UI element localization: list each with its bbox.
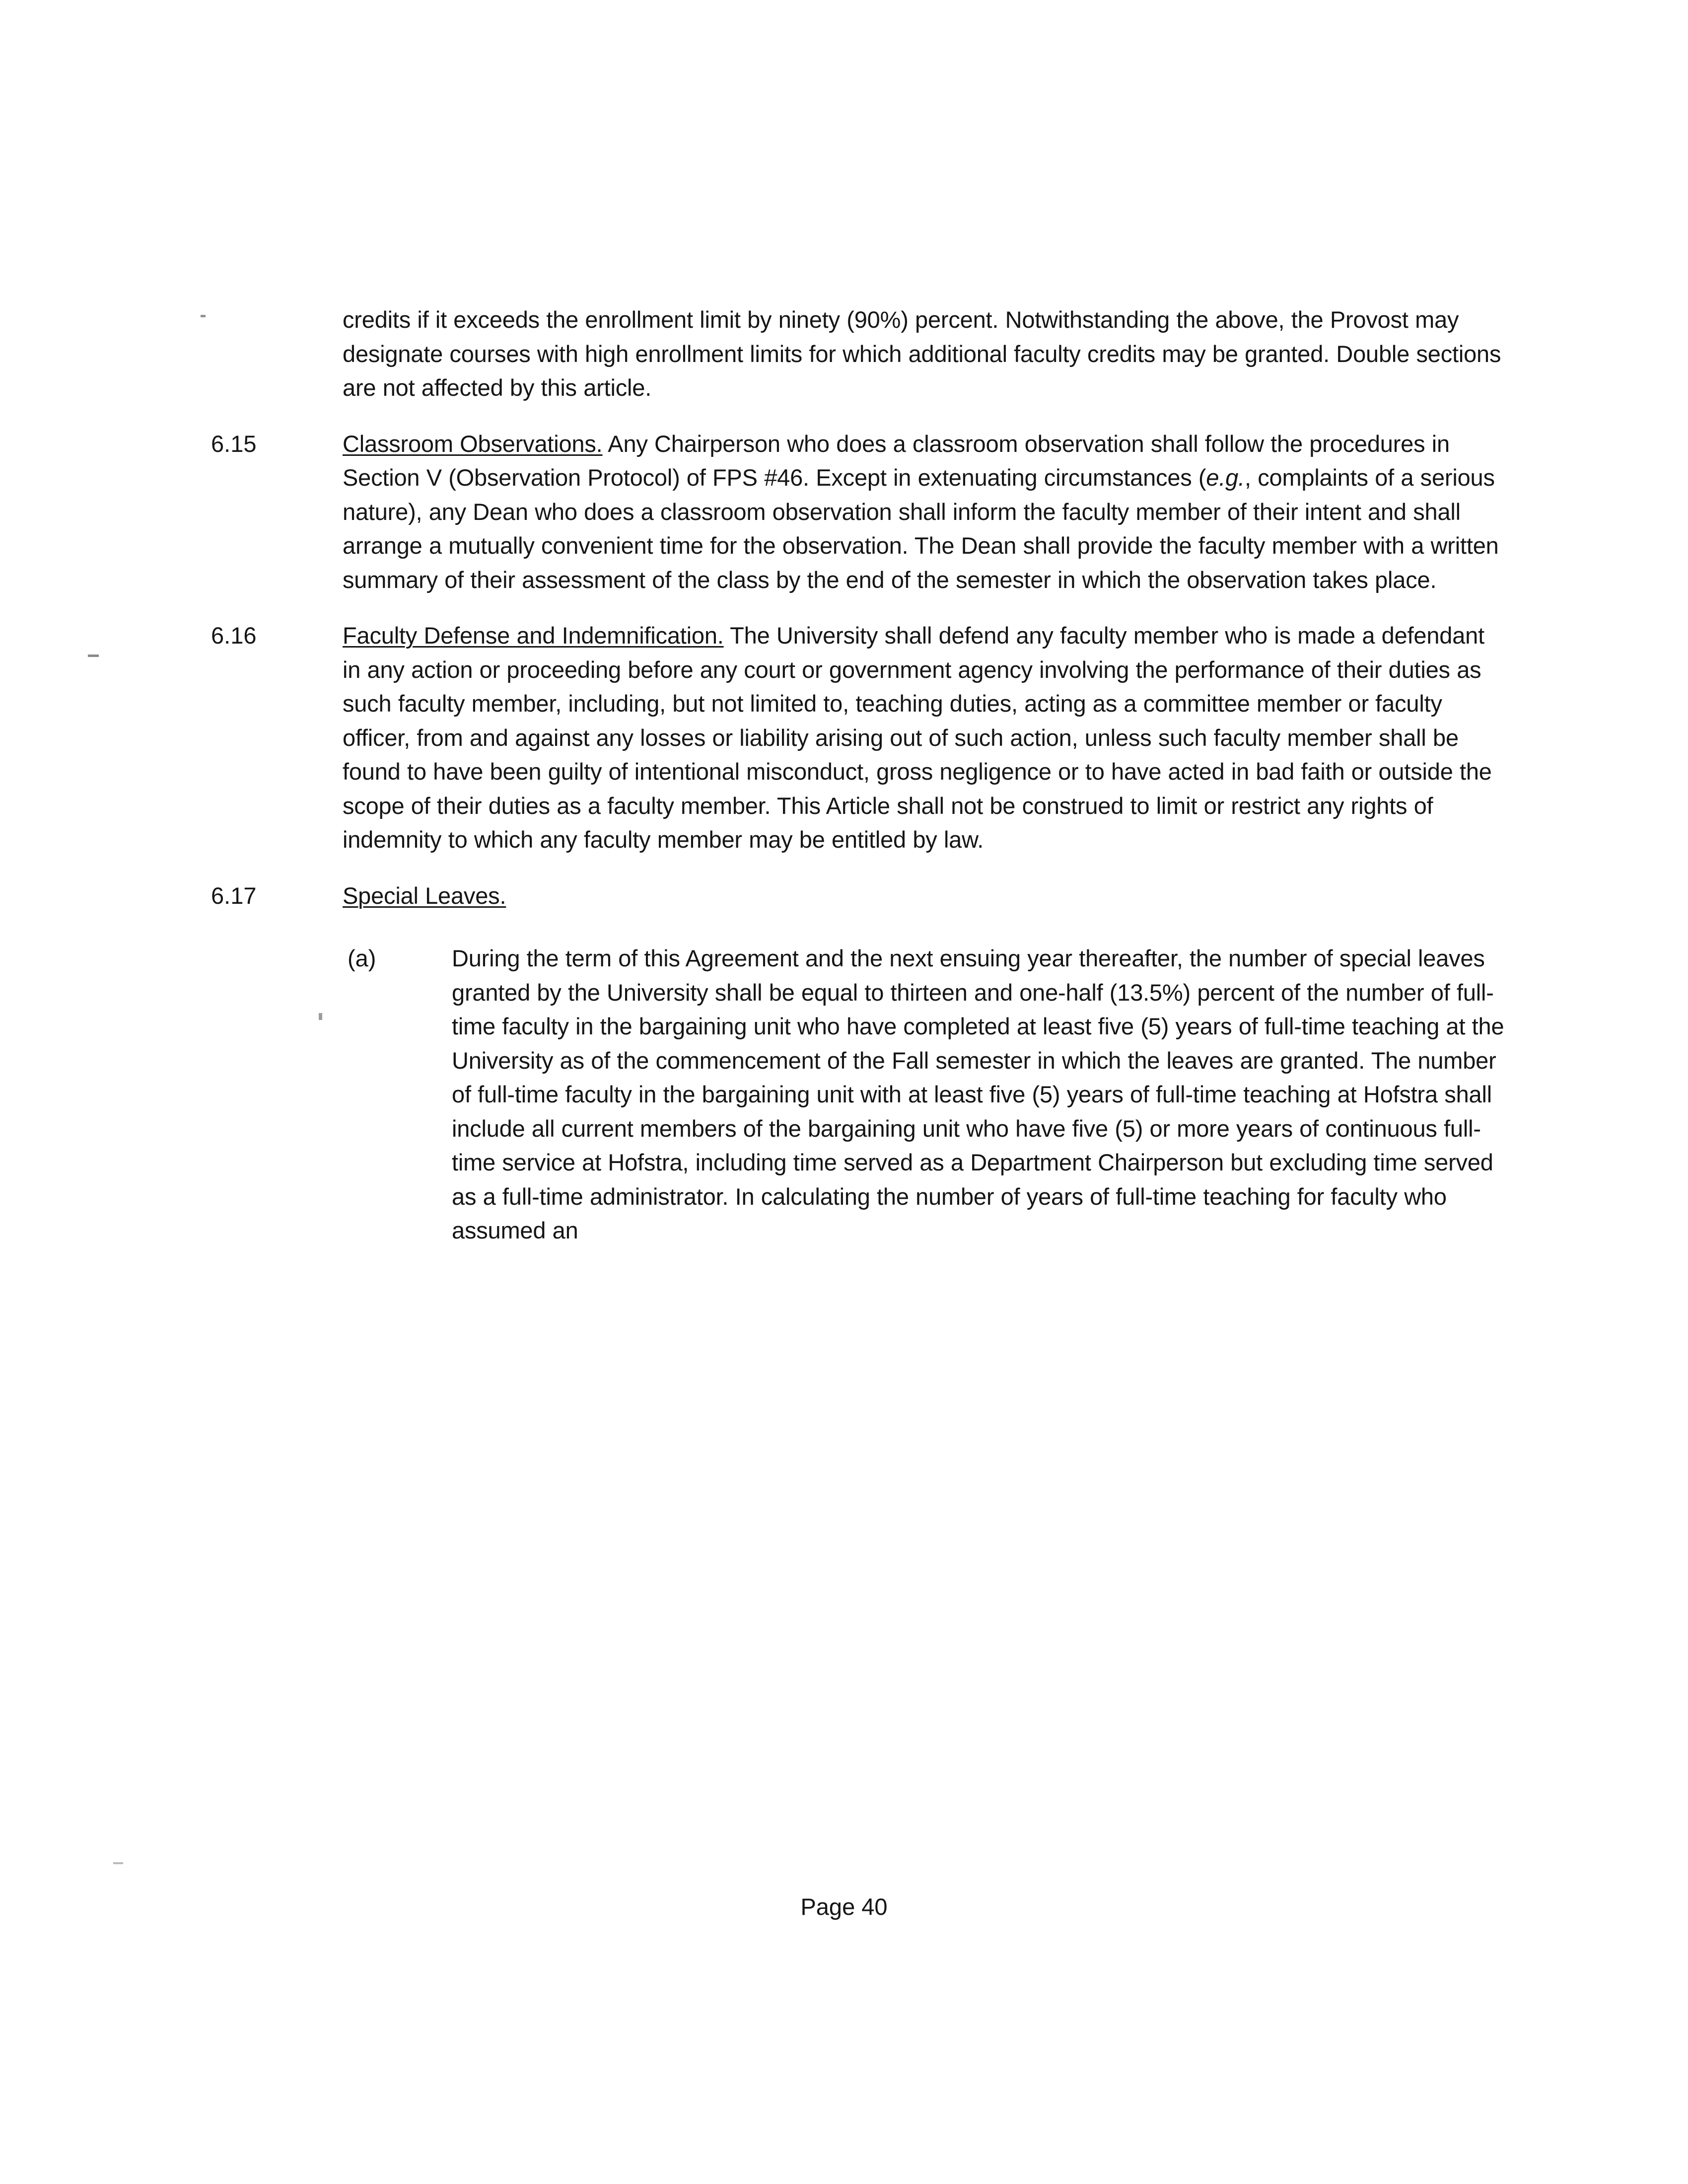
clause-number: 6.17 [211,882,257,909]
clause-body [343,427,1507,597]
subclause-6-17-a [348,942,1507,1248]
clause-text-italic: e.g. [1206,464,1245,491]
clause-body [343,879,1507,913]
clause-number: 6.15 [211,430,257,457]
clause-body [343,619,1507,857]
subclause-text: During the term of this Agreement and the next ensuing year thereafter, the number of special leaves granted by the University shall be equal to thirteen and one-half (13.5%) percent of the number of full-time faculty in the bargaining unit who have completed at least five (5) years of full-time teaching at the University as of the commencement of the Fall semester in which the leaves are granted. The number of full-time faculty in the bargaining unit with at least five (5) years of full-time teaching at Hofstra shall include all current members of the bargaining unit who have five (5) or more years of continuous full-time service at Hofstra, including time served as a Department Chairperson but excluding time served as a full-time administrator. In calculating the number of years of full-time teaching for faculty who assumed an [452,945,1504,1243]
clause-text-part-1: Any Chairperson who does a classroom observation shall follow the procedures in Section V (Observation Protocol) of FPS #46. Except in extenuating circumstances ( [343,430,1450,491]
clause-6-16 [211,619,1507,857]
scan-artifact-speck [201,315,206,317]
clause-heading: Faculty Defense and Indemnification. [343,622,724,649]
scan-artifact-speck [88,655,99,657]
clause-text: The University shall defend any faculty member who is made a defendant in any action or proceeding before any court or government agency involving the performance of their duties as such faculty member, including, but not limited to, teaching duties, acting as a committee member or faculty officer, from and against any losses or liability arising out of such action, unless such faculty member shall be found to have been guilty of intentional misconduct, gross negligence or to have acted in bad faith or outside the scope of their duties as a faculty member. This Article shall not be construed to limit or restrict any rights of indemnity to which any faculty member may be entitled by law. [343,622,1492,853]
clause-6-15 [211,427,1507,597]
clause-6-17 [211,879,1507,913]
clause-number: 6.16 [211,622,257,649]
subclause-letter: (a) [348,945,376,971]
scan-artifact-speck [113,1862,123,1864]
clause-text-part-2: , complaints of a serious nature), any Dean who does a classroom observation shall inform the faculty member of their intent and shall arrange a mutually convenient time for the observation. The Dean shall provide the faculty member with a written summary of their assessment of the class by the end of the semester in which the observation takes place. [343,464,1499,593]
document-body [211,303,1507,1248]
page-number-footer: Page 40 [800,1893,888,1920]
clause-heading: Special Leaves. [343,882,506,909]
clause-heading: Classroom Observations. [343,430,603,457]
continued-paragraph: credits if it exceeds the enrollment limit by ninety (90%) percent. Notwithstanding the above, the Provost may designate courses with high enrollment limits for which additional faculty credits may be granted. Double sections are not affected by this article. [343,306,1501,401]
